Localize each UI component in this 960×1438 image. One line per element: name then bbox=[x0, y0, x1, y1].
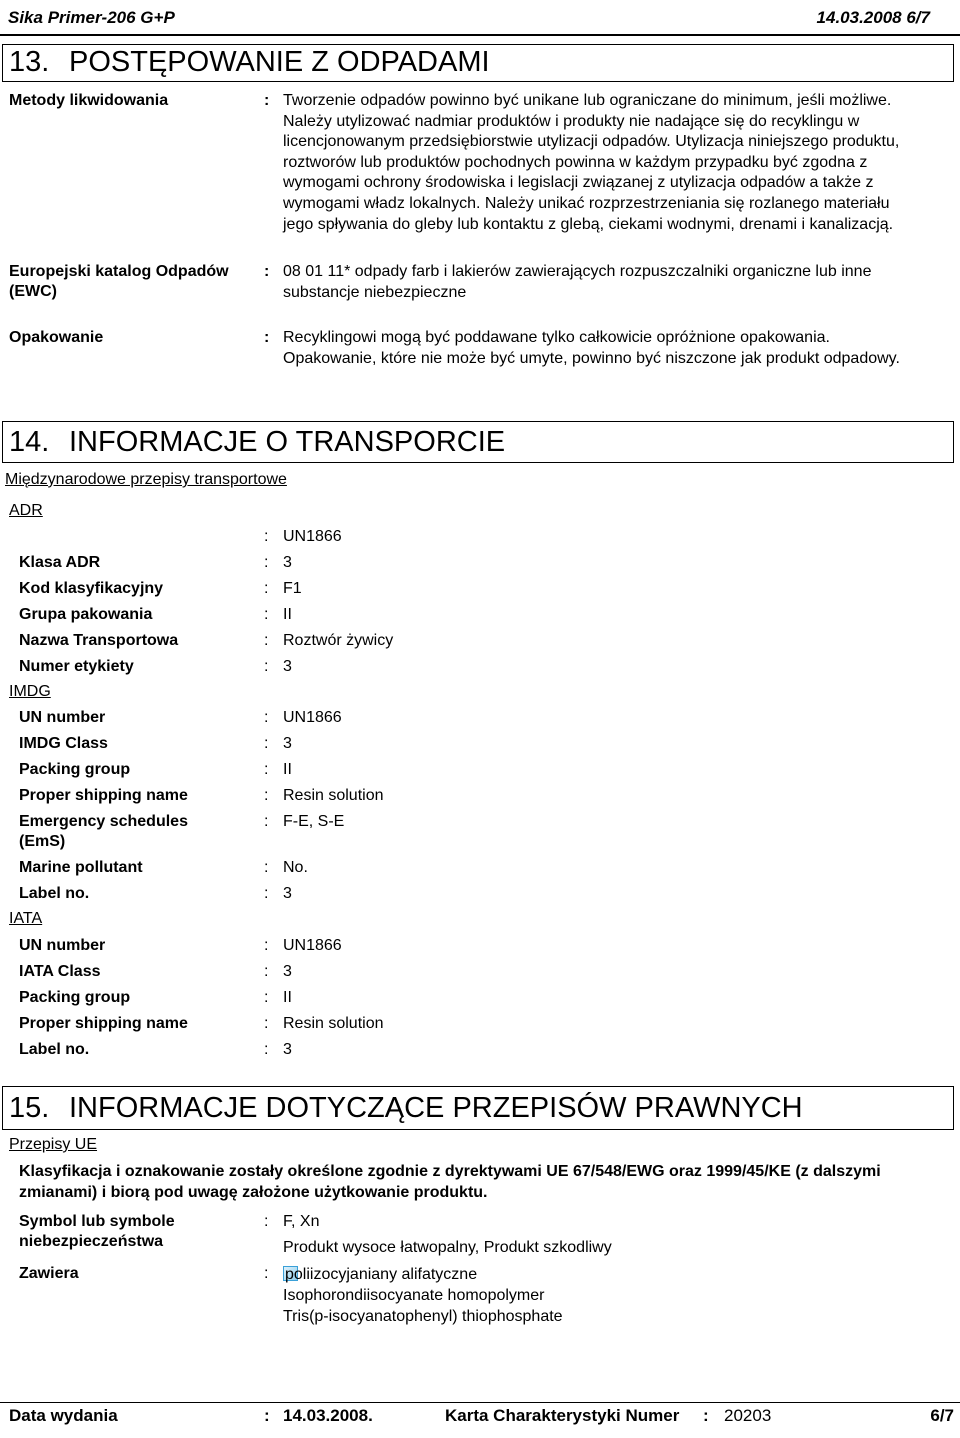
adr-row-value: Roztwór żywicy bbox=[283, 632, 394, 649]
colon: : bbox=[264, 1041, 269, 1058]
colon: : bbox=[703, 1406, 709, 1425]
imdg-row-label: Packing group bbox=[19, 761, 131, 778]
colon: : bbox=[264, 963, 269, 980]
colon: : bbox=[264, 580, 269, 597]
iata-row-value: Resin solution bbox=[283, 1015, 384, 1032]
imdg-row-label: Proper shipping name bbox=[19, 787, 188, 804]
contains-label: Zawiera bbox=[19, 1265, 79, 1282]
imdg-row-label: Label no. bbox=[19, 885, 90, 902]
section-number: 15. bbox=[9, 1092, 50, 1124]
adr-row-value: 3 bbox=[283, 554, 292, 571]
section-14-heading bbox=[2, 421, 954, 463]
adr-row-label: Kod klasyfikacyjny bbox=[19, 580, 164, 597]
imdg-row-value: 3 bbox=[283, 885, 292, 902]
section-title: POSTĘPOWANIE Z ODPADAMI bbox=[69, 46, 490, 78]
row-value: 08 01 11* odpady farb i lakierów zawierających rozpuszczalniki organiczne lub inne substancje niebezpieczne bbox=[283, 263, 872, 301]
section-title: INFORMACJE DOTYCZĄCE PRZEPISÓW PRAWNYCH bbox=[69, 1092, 803, 1124]
row-label: Europejski katalog Odpadów (EWC) bbox=[9, 263, 229, 300]
colon: : bbox=[264, 761, 269, 778]
colon: : bbox=[264, 813, 269, 830]
page-footer bbox=[9, 1406, 954, 1426]
section-title: INFORMACJE O TRANSPORCIE bbox=[69, 426, 506, 458]
hazard-symbol-value: F, Xn bbox=[283, 1213, 320, 1230]
eu-regulations-heading: Przepisy UE bbox=[9, 1136, 98, 1153]
colon: : bbox=[264, 709, 269, 726]
colon: : bbox=[264, 632, 269, 649]
iata-heading: IATA bbox=[9, 910, 43, 927]
issue-date-value: 14.03.2008. bbox=[283, 1406, 373, 1425]
header-rule bbox=[0, 34, 960, 36]
colon: : bbox=[264, 606, 269, 623]
adr-un-value: UN1866 bbox=[283, 528, 342, 545]
footer-rule bbox=[0, 1402, 960, 1403]
imdg-row-value: No. bbox=[283, 859, 308, 876]
imdg-row-label: UN number bbox=[19, 709, 106, 726]
adr-heading: ADR bbox=[9, 502, 43, 519]
adr-row-value: 3 bbox=[283, 658, 292, 675]
colon: : bbox=[264, 989, 269, 1006]
iata-row-value: II bbox=[283, 989, 292, 1006]
colon: : bbox=[264, 1265, 269, 1282]
colon: : bbox=[264, 554, 269, 571]
imdg-row-value: II bbox=[283, 761, 292, 778]
imdg-row-value: 3 bbox=[283, 735, 292, 752]
colon: : bbox=[264, 329, 270, 346]
adr-row-value: F1 bbox=[283, 580, 302, 597]
colon: : bbox=[264, 263, 270, 280]
colon: : bbox=[264, 859, 269, 876]
colon: : bbox=[264, 1213, 269, 1230]
colon: : bbox=[264, 885, 269, 902]
colon: : bbox=[264, 1015, 269, 1032]
row-value: Recyklingowi mogą być poddawane tylko całkowicie opróżnione opakowania. Opakowanie, które nie może być umyte, powinno być niszczone jak produkt odpadowy. bbox=[283, 329, 900, 367]
colon: : bbox=[264, 787, 269, 804]
card-number-value: 20203 bbox=[724, 1406, 772, 1425]
iata-row-value: 3 bbox=[283, 963, 292, 980]
product-name: Sika Primer-206 G+P bbox=[8, 8, 175, 27]
section-13-heading bbox=[2, 44, 954, 82]
imdg-row-label: Marine pollutant bbox=[19, 859, 143, 876]
imdg-row-value: UN1866 bbox=[283, 709, 342, 726]
section-15-heading bbox=[2, 1086, 954, 1130]
colon: : bbox=[264, 1406, 270, 1425]
contains-item: poliizocyjaniany alifatyczne bbox=[285, 1266, 478, 1283]
hazard-description: Produkt wysoce łatwopalny, Produkt szkodliwy bbox=[283, 1239, 612, 1256]
contains-item: Isophorondiisocyanate homopolymer bbox=[283, 1287, 545, 1304]
footer-page: 6/7 bbox=[930, 1406, 954, 1425]
page-header bbox=[8, 8, 930, 30]
iata-row-label: Proper shipping name bbox=[19, 1015, 188, 1032]
colon: : bbox=[264, 937, 269, 954]
contains-list bbox=[283, 1264, 913, 1327]
adr-row-label: Grupa pakowania bbox=[19, 606, 153, 623]
contains-item: Tris(p-isocyanatophenyl) thiophosphate bbox=[283, 1308, 563, 1325]
imdg-heading: IMDG bbox=[9, 683, 51, 700]
iata-row-value: 3 bbox=[283, 1041, 292, 1058]
header-date-page: 14.03.2008 6/7 bbox=[816, 8, 930, 27]
iata-row-label: Packing group bbox=[19, 989, 131, 1006]
hazard-symbol-label: Symbol lub symbole niebezpieczeństwa bbox=[19, 1213, 175, 1250]
imdg-row-value: Resin solution bbox=[283, 787, 384, 804]
adr-row-label: Klasa ADR bbox=[19, 554, 101, 571]
iata-row-label: IATA Class bbox=[19, 963, 101, 980]
row-label: Opakowanie bbox=[9, 329, 104, 346]
iata-row-value: UN1866 bbox=[283, 937, 342, 954]
section-number: 14. bbox=[9, 426, 50, 458]
row-label: Metody likwidowania bbox=[9, 92, 169, 109]
card-number-label: Karta Charakterystyki Numer bbox=[445, 1406, 680, 1425]
iata-row-label: UN number bbox=[19, 937, 106, 954]
colon: : bbox=[264, 735, 269, 752]
classification-text: Klasyfikacja i oznakowanie zostały określone zgodnie z dyrektywami UE 67/548/EWG oraz 1999/45/KE (z dalszymi zmianami) i biorą pod uwagę założone użytkowanie produktu. bbox=[19, 1163, 881, 1201]
row-value: Tworzenie odpadów powinno być unikane lub ograniczane do minimum, jeśli możliwe. Należy utylizować nadmiar produktów i produkty nie nadające się do recyklingu w licencjonowanym przedsiębiorstwie utylizacji odpadów. Utylizacja niniejszego produktu, roztworów lub produktów pochodnych powinna w każdym przypadku być zgodna z wymogami ochrony środowiska i legislacji związanej z utylizacja odpadów a także z wymogami władz lokalnych. Należy unikać rozprzestrzeniania się rozlanego materiału jego spływania do gleby lub kontaktu z glebą, ciekami wodnymi, drenami i kanalizacją. bbox=[283, 92, 900, 233]
imdg-row-label: Emergency schedules (EmS) bbox=[19, 813, 188, 850]
section-number: 13. bbox=[9, 46, 50, 78]
colon: : bbox=[264, 658, 269, 675]
imdg-row-label: IMDG Class bbox=[19, 735, 108, 752]
colon: : bbox=[264, 92, 270, 109]
intl-transport-heading: Międzynarodowe przepisy transportowe bbox=[5, 471, 287, 488]
colon: : bbox=[264, 528, 269, 545]
adr-row-value: II bbox=[283, 606, 292, 623]
imdg-row-value: F-E, S-E bbox=[283, 813, 345, 830]
adr-row-label: Nazwa Transportowa bbox=[19, 632, 179, 649]
iata-row-label: Label no. bbox=[19, 1041, 90, 1058]
issue-date-label: Data wydania bbox=[9, 1406, 118, 1425]
adr-row-label: Numer etykiety bbox=[19, 658, 134, 675]
